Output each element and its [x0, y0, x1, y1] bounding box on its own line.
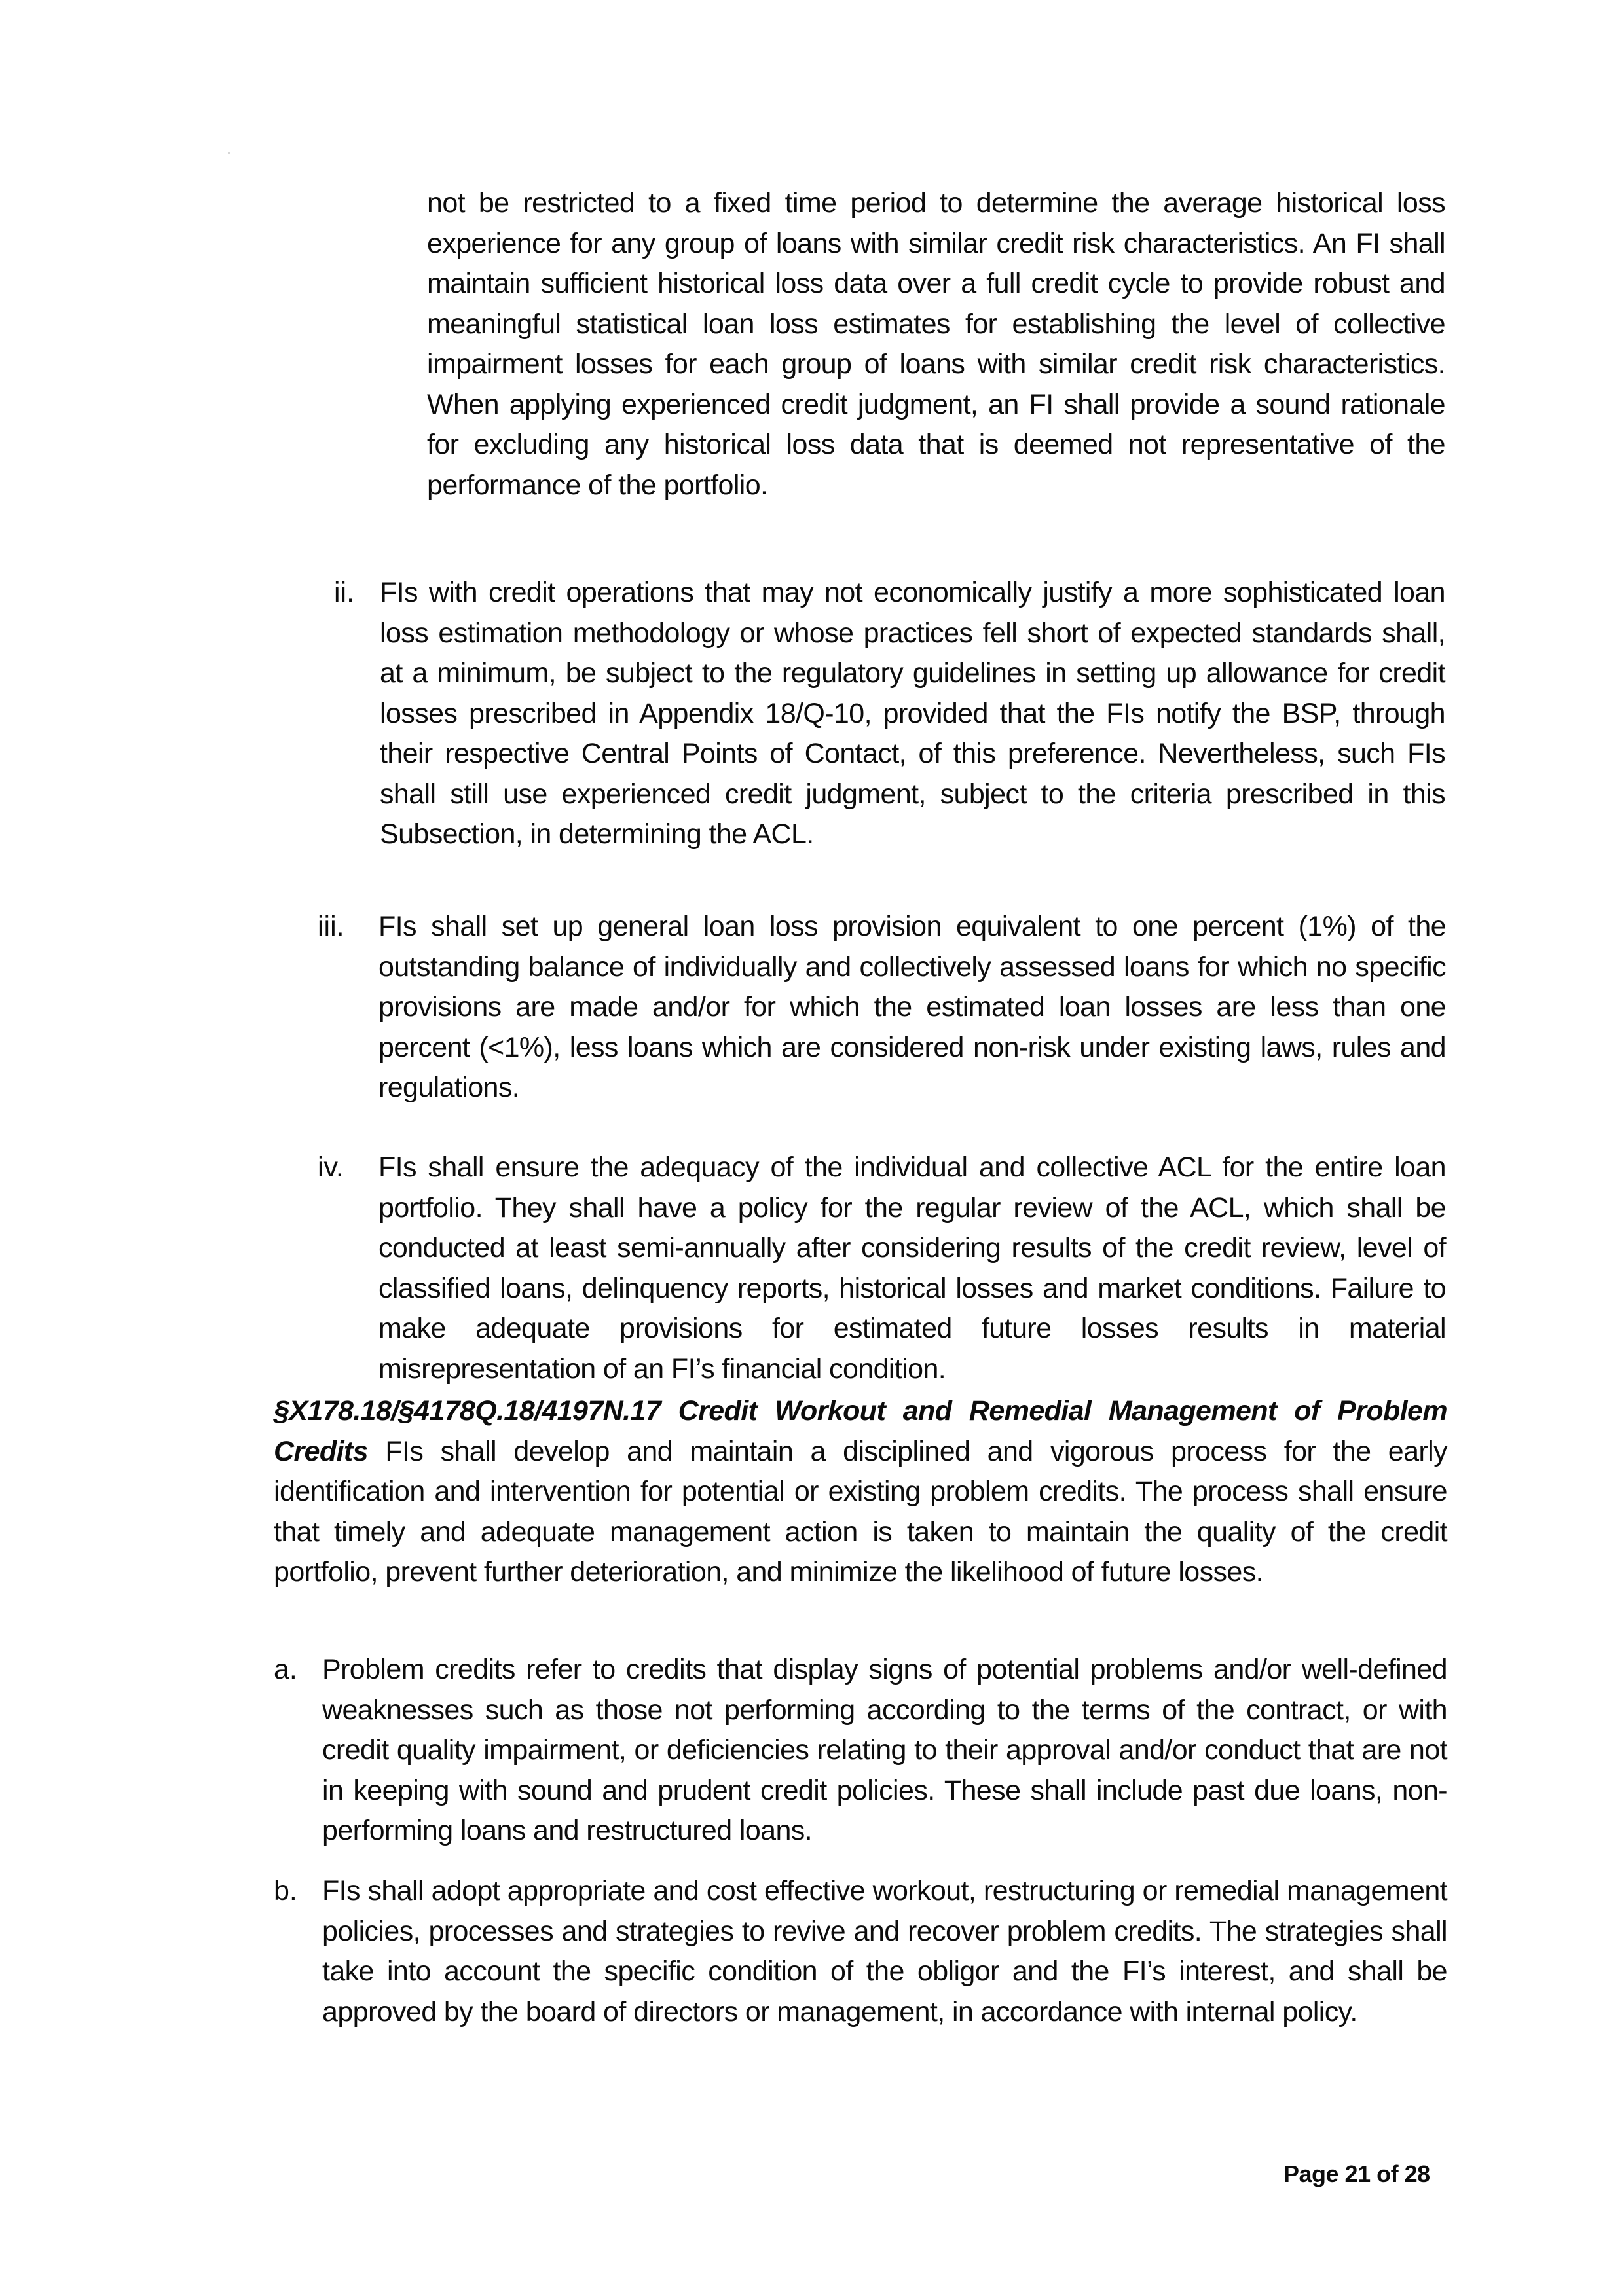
- list-item-text: FIs with credit operations that may not economically justify a more sophisticated loan loss estimation methodology or whose practices fell short of expected standards shall, at a minimum, be subject to the regulatory guidelines in setting up allowance for credit losses prescribed in Appendix 18/Q-10, provided that the FIs notify the BSP, through their respective Central Points of Contact, of this preference. Nevertheless, such FIs shall still use experienced credit judgment, subject to the criteria prescribed in this Subsection, in determining the ACL.: [380, 577, 1445, 850]
- list-marker: iv.: [318, 1152, 344, 1183]
- page-number: Page 21 of 28: [1283, 2160, 1430, 2187]
- list-marker: b.: [274, 1875, 297, 1906]
- list-marker: ii.: [334, 577, 355, 608]
- list-item-text: Problem credits refer to credits that display signs of potential problems and/or well-defined weaknesses such as those not performing according to the terms of the contract, or with credit quality impairment, or deficiencies relating to their approval and/or conduct that are not in keeping with sound and prudent credit policies. These shall include past due loans, non-performing loans and restructured loans.: [322, 1654, 1447, 1846]
- list-item-text: FIs shall set up general loan loss provision equivalent to one percent (1%) of the outstanding balance of individually and collectively assessed loans for which no specific provisions are made and/or for which the estimated loan losses are less than one percent (<1%), less loans which are considered non-risk under existing laws, rules and regulations.: [378, 911, 1446, 1103]
- section-body: FIs shall develop and maintain a disciplined and vigorous process for the early identification and intervention for potential or existing problem credits. The process shall ensure that timely and adequate management action is taken to maintain the quality of the credit portfolio, prevent further deterioration, and minimize the likelihood of future losses.: [274, 1435, 1447, 1588]
- paragraph-text: not be restricted to a fixed time period to determine the average historical loss experience for any group of loans with similar credit risk characteristics. An FI shall maintain sufficient historical loss data over a full credit cycle to provide robust and meaningful statistical loan loss estimates for establishing the level of collective impairment losses for each group of loans with similar credit risk characteristics. When applying experienced credit judgment, an FI shall provide a sound rationale for excluding any historical loss data that is deemed not representative of the performance of the portfolio.: [427, 187, 1445, 501]
- scan-speck: [228, 152, 230, 154]
- continuation-paragraph: [427, 183, 1445, 505]
- section-title: Credit Workout and Remedial Management of Problem Credits: [274, 1395, 1447, 1467]
- list-item-text: FIs shall ensure the adequacy of the individual and collective ACL for the entire loan portfolio. They shall have a policy for the regular review of the ACL, which shall be conducted at least semi-annually after considering results of the credit review, level of classified loans, delinquency reports, historical losses and market conditions. Failure to make adequate provisions for estimated future losses results in material misrepresentation of an FI’s financial condition.: [378, 1152, 1446, 1385]
- section-reference: §X178.18/§4178Q.18/4197N.17: [274, 1395, 661, 1427]
- list-marker: iii.: [318, 911, 344, 942]
- section-body-wrapper: [274, 1391, 1447, 1593]
- list-marker: a.: [274, 1654, 297, 1685]
- list-item-text: FIs shall adopt appropriate and cost effective workout, restructuring or remedial management policies, processes and strategies to revive and recover problem credits. The strategies shall take into account the specific condition of the obligor and the FI’s interest, and shall be approved by the board of directors or management, in accordance with internal policy.: [322, 1875, 1447, 2028]
- section-paragraph: [274, 1391, 1447, 1593]
